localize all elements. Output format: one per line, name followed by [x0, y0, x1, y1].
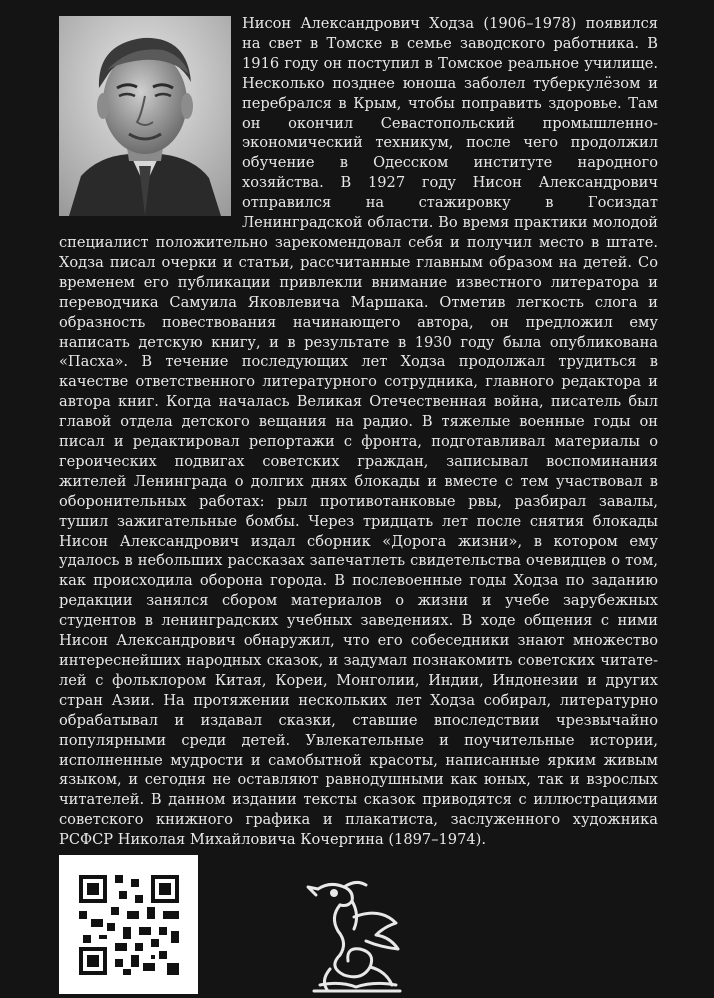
portrait-spacer: [59, 14, 242, 218]
qr-code[interactable]: [59, 855, 198, 994]
dragon-emblem-icon: [300, 877, 410, 994]
qr-code-icon: [59, 855, 198, 994]
publisher-logo: [300, 877, 410, 994]
biography-text: [59, 14, 658, 850]
biography-paragraph: Нисон Александрович Ходза (1906–1978) появился на свет в Томске в семье заводского работника. В 1916 году он поступил в Томское реальное училище. Несколько позднее юноша заболел туберкулёзом и перебрался в Крым, чтобы поправить здоровье. Там он окончил Севастопольский промышленно-экономический техникум, после чего продолжил обучение в Одесском институте народного хозяйства. В 1927 году Нисон Александрович отправился на стажировку в Госиздат Ленинградской области. Во время практики молодой специалист положительно зарекомендовал себя и получил место в штате. Ходза писал очерки и статьи, рассчитанные главным образом на детей. Со временем его публикации привлекли внимание известного литератора и переводчика Самуила Яковлевича Маршака. Отметив легкость слога и образность повествования начинающего автора, он предложил ему написать детскую книгу, и в результате в 1930 году была опубликована «Пасха». В течение последующих лет Ходза продолжал трудиться в качестве ответственного литературного сотрудника, главного редактора и автора книг. Когда началась Великая Отечественная война, писатель был главой отдела детского вещания на радио. В тяжелые военные годы он писал и редактировал репортажи с фронта, подготавливал материалы о героических подвигах советских граждан, записывал воспоминания жителей Ленинграда о долгих днях блокады и вместе с тем участвовал в оборонительных работах: рыл противотанковые рвы, разбирал завалы, тушил зажигательные бомбы. Через тридцать лет после снятия блокады Нисон Александрович издал сборник «Дорога жизни», в котором ему удалось в небольших рассказах запечатлеть свидетельства очевидцев о том, как происходила оборона города. В послевоенные годы Ходза по заданию редакции занялся сбором материалов о жизни и учебе зарубежных студентов в ленинградских учебных заведениях. В ходе общения с ними Нисон Александрович обнаружил, что его собеседники знают множество интереснейших народных сказок, и задумал познакомить советских читателей с фольклором Китая, Кореи, Монголии, Индии, Индонезии и других стран Азии. На протяжении нескольких лет Ходза собирал, литературно обрабатывал и издавал сказки, ставшие впоследствии чрезвычайно популярными среди детей. Увлекательные и поучительные истории, исполненные мудрости и самобытной красоты, написанные ярким живым языком, и сегодня не оставляют равнодушными как юных, так и взрослых читателей. В данном издании тексты сказок приводятся с иллюстрациями советского книжного графика и плакатиста, заслуженного художника РСФСР Николая Михайловича Кочергина (1897–1974).: [59, 15, 658, 849]
